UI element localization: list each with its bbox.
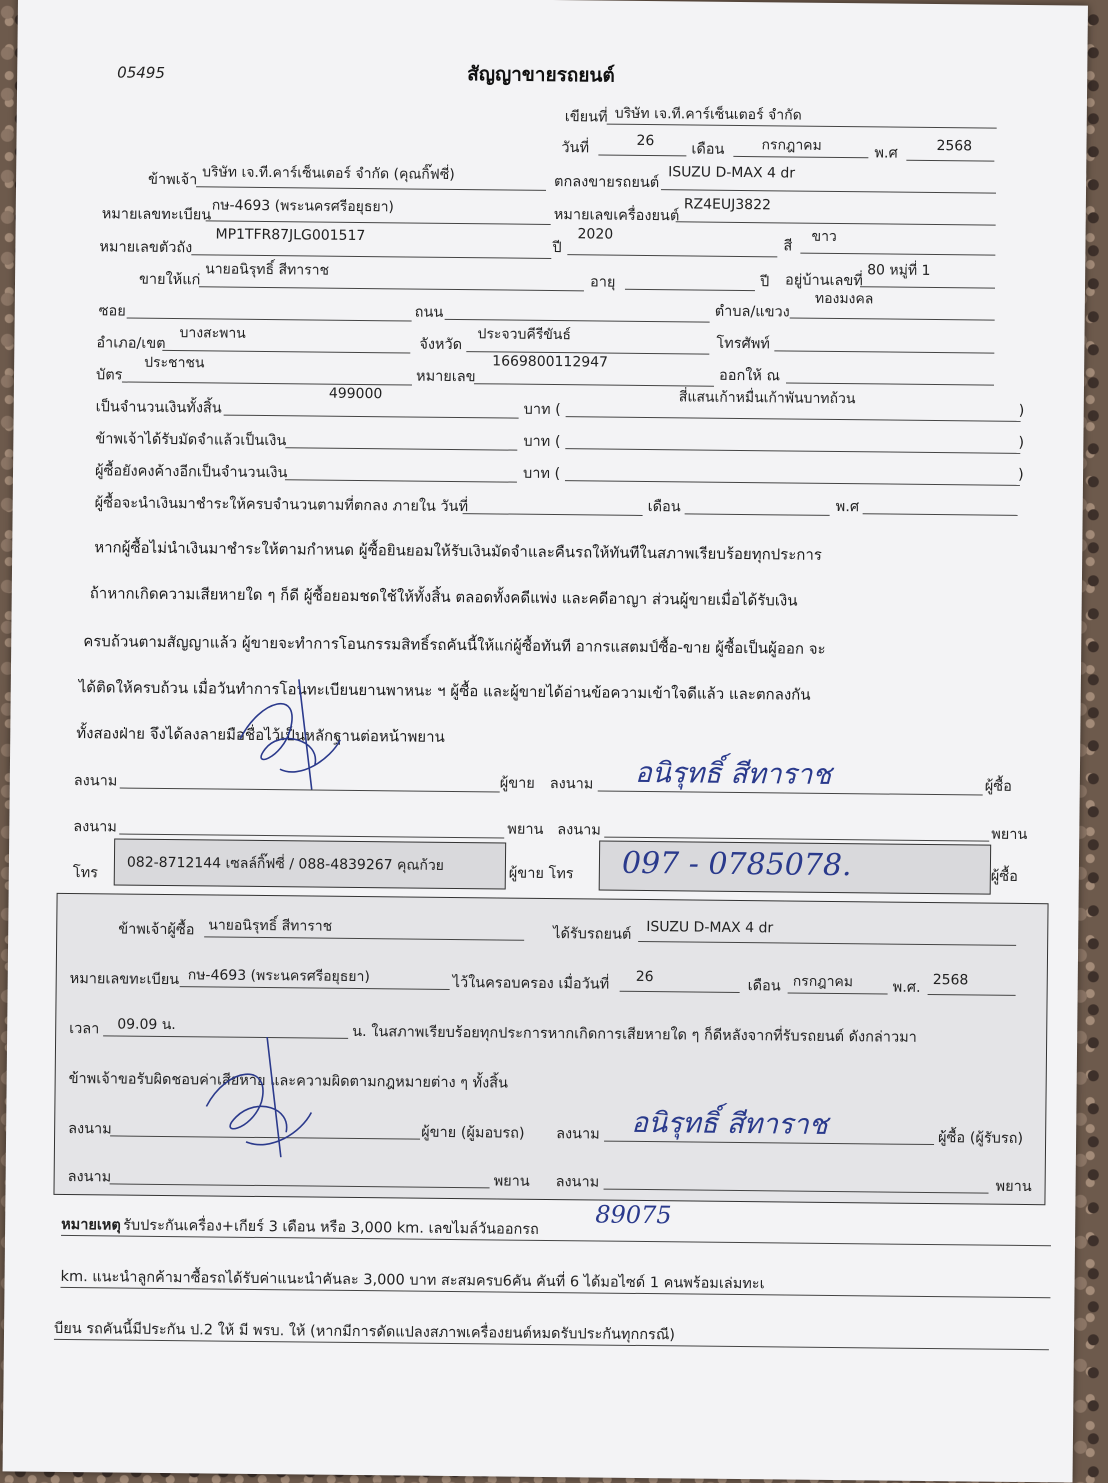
card-no-value: 1669800112947 [492,353,609,371]
seller-line [196,186,546,191]
due-day-line [463,513,643,516]
date-year: 2568 [936,138,973,155]
due-year-label: พ.ศ [835,498,860,516]
witness2-sign-label: ลงนาม [557,822,601,839]
possess-month: กรกฎาคม [792,973,854,991]
buyer-receive-label: ผู้ซื้อ (ผู้รับรถ) [938,1130,1024,1147]
remain-line [285,479,517,482]
province-value: ประจวบคีรีขันธ์ [477,326,572,344]
receipt-buyer-name: นายอนิรุทธิ์ สีทาราช [208,917,333,935]
due-month-line [685,513,830,516]
terms-line-4: ได้ติดให้ครบถ้วน เมื่อวันทำการโอนทะเบียนยานพาหนะ ฯ ผู้ซื้อ และผู้ขายได้อ่านข้อความเข้าใจดีแล้ว และตกลงกัน [78,678,811,704]
possess-month-label: เดือน [747,978,781,995]
witness2-role: พยาน [991,826,1028,844]
seller-phone-box [114,838,506,889]
vehicle-year-line [567,254,777,257]
plate-label: หมายเลขทะเบียน [101,206,212,224]
total-value: 499000 [328,385,383,403]
plate-value: กษ-4693 (พระนครศรีอยุธยา) [211,197,395,216]
soi-line [127,318,412,322]
color-label: สี [783,238,793,255]
receive-signature-name: อนิรุทธิ์ สีทาราช [631,1105,828,1141]
subdistrict-label: ตำบล/แขวง [714,303,790,321]
document-number: 05495 [117,63,166,82]
receipt-plate: กษ-4693 (พระนครศรีอยุธยา) [187,967,370,986]
witness1-line [119,834,504,839]
subdistrict-value: ทองมงคล [814,290,874,308]
seller-phone-label: ผู้ขาย โทร [508,865,574,883]
terms-line-2: ถ้าหากเกิดความเสียหายใด ๆ ก็ดี ผู้ซื้อยอมชดใช้ให้ทั้งสิ้น ตลอดทั้งคดีแพ่ง และคดีอาญา ส่วนผู้ขายเมื่อได้รับเงิน [89,584,798,610]
terms-line-5: ทั้งสองฝ่าย จึงได้ลงลายมือชื่อไว้เป็นหลักฐานต่อหน้าพยาน [76,724,445,746]
possess-year-label: พ.ศ. [892,979,921,996]
seller-phone: 082-8712144 เซลล์กิ๊ฟซี่ / 088-4839267 คุณก้วย [126,854,445,874]
road-line [445,319,710,323]
deliver-signature [181,1026,322,1167]
witness4-role: พยาน [995,1178,1032,1196]
total-line [224,415,519,419]
buyer-name-line [199,286,584,291]
mileage-value: 89075 [595,1200,672,1230]
witness3-role: พยาน [493,1173,530,1190]
agree-line [661,189,996,194]
total-label: เป็นจำนวนเงินทั้งสิ้น [95,399,222,417]
age-years-label: ปี [759,274,770,291]
deposit-label: ข้าพเจ้าได้รับมัดจำแล้วเป็นเงิน [95,431,287,450]
time-label: เวลา [69,1020,100,1038]
possess-day: 26 [635,968,654,986]
witness4-sign-label: ลงนาม [555,1174,600,1191]
card-label: บัตร [95,367,123,384]
received-label: ได้รับรถยนต์ [553,926,632,943]
deposit-baht: บาท ( [523,433,561,451]
subdistrict-line [790,317,995,320]
issued-line [786,382,994,385]
due-label: ผู้ซื้อจะนำเงินมาชำระให้ครบจำนวนตามที่ตกลง ภายใน วันที่ [94,495,469,516]
date-year-line [906,160,994,162]
deposit-close: ) [1018,434,1025,451]
buyer-phone-box [599,841,992,895]
card-value: ประชาชน [144,354,205,372]
deliver-sign-label: ลงนาม [68,1120,112,1138]
phone-line [774,350,994,353]
received-car: ISUZU D-MAX 4 dr [646,919,774,937]
date-day: 26 [636,132,655,150]
address-line [860,286,995,288]
notes-line-2: km. แนะนำลูกค้ามาซื้อรถได้รับค่าแนะนำคันละ 3,000 บาท สะสมครบ6คัน คันที่ 6 ได้มอไซด์ 1 คนพร้อมเล่มทะเ [60,1268,765,1293]
age-label: อายุ [589,274,616,291]
province-label: จังหวัด [419,336,463,354]
district-value: บางสะพาน [179,325,246,342]
due-month-label: เดือน [647,499,681,516]
remain-words-line [565,480,1020,486]
witness1-sign-label: ลงนาม [73,819,117,836]
seller-role-label: ผู้ขาย [499,775,535,792]
date-day-line [598,154,686,156]
issued-label: ออกให้ ณ [718,367,781,385]
phone-row-label: โทร [72,865,99,882]
soi-label: ซอย [98,303,126,320]
card-no-label: หมายเลข [415,368,476,386]
receipt-plate-label: หมายเลขทะเบียน [69,970,180,989]
terms-line-3: ครบถ้วนตามสัญญาแล้ว ผู้ขายจะทำการโอนกรรมสิทธิ์รถคันนี้ให้แก่ผู้ซื้อทันที อากรแสตมป์ซื้อ-ขาย ผู้ซื้อเป็นผู้ออก จะ [83,632,826,658]
deposit-words-line [565,448,1020,454]
witness3-sign-label: ลงนาม [67,1168,112,1186]
seller-label: ข้าพเจ้า [148,171,198,189]
possess-label: ไว้ในครอบครอง เมื่อวันที่ [452,975,610,993]
buyer-phone-role: ผู้ซื้อ [990,868,1018,885]
seller-sign-label: ลงนาม [73,773,118,790]
witness1-role: พยาน [507,821,544,838]
written-at-label: เขียนที่ [564,109,608,126]
deposit-line [285,447,517,450]
seller-name: บริษัท เจ.ที.คาร์เซ็นเตอร์ จำกัด (คุณกิ๊ฟซี่) [202,164,455,183]
document-title: สัญญาขายรถยนต์ [467,63,615,87]
road-label: ถนน [414,304,444,321]
buyer-signature-name: อนิรุทธิ์ สีทาราช [634,755,832,791]
receive-sign-label: ลงนาม [556,1126,600,1143]
card-line [122,382,412,386]
remain-close: ) [1017,466,1024,483]
total-baht: บาท ( [523,401,561,419]
notes-line-1: รับประกันเครื่อง+เกียร์ 3 เดือน หรือ 3,000 km. เลขไมล์วันออกรถ [123,1217,539,1238]
seller-deliver-label: ผู้ขาย (ผู้มอบรถ) [421,1124,525,1142]
engine-value: RZ4EUJ3822 [683,196,772,214]
plate-line [206,220,551,225]
district-label: อำเภอ/เขต [96,335,166,352]
color-value: ขาว [811,228,837,245]
chassis-label: หมายเลขตัวถัง [99,239,193,257]
agree-label: ตกลงขายรถยนต์ [554,174,660,192]
buyer-phone: 097 - 0785078. [621,845,852,884]
seller-car: ISUZU D-MAX 4 dr [668,164,796,182]
buyer-name: นายอนิรุทธิ์ สีทาราช [205,261,330,279]
due-year-line [863,513,1018,516]
notes-label: หมายเหตุ [61,1216,121,1234]
notes-underline-1 [61,1235,1051,1246]
possess-year: 2568 [932,972,969,989]
sell-to-label: ขายให้แก่ [138,271,201,289]
vehicle-year: 2020 [577,226,614,243]
total-words-line [566,416,1021,422]
age-line [625,289,755,291]
year-label: พ.ศ [874,145,898,162]
terms-line-1: หากผู้ซื้อไม่นำเงินมาชำระให้ตามกำหนด ผู้ซื้อยินยอมให้รับเงินมัดจำและคืนรถให้ทันทีในสภาพเรียบร้อยทุกประการ [94,538,823,564]
color-line [800,253,995,256]
address-value: 80 หมู่ที่ 1 [867,262,931,279]
condition-text: น. ในสภาพเรียบร้อยทุกประการหากเกิดการเสียหายใด ๆ ก็ดีหลังจากที่รับรถยนต์ ดังกล่าวมา [352,1023,917,1046]
date-label: วันที่ [561,140,590,157]
buyer-role-label: ผู้ซื้อ [984,778,1012,795]
total-words: สี่แสนเก้าหมื่นเก้าพันบาทถ้วน [678,389,856,408]
date-month: กรกฎาคม [761,137,822,154]
written-at-value: บริษัท เจ.ที.คาร์เซ็นเตอร์ จำกัด [614,105,802,124]
notes-line-3: บียน รถคันนี้มีประกัน ป.2 ให้ มี พรบ. ให้ (หากมีการดัดแปลงสภาพเครื่องยนต์หมดรับประกันทุกกรณี) [53,1320,676,1344]
month-label: เดือน [691,141,725,158]
time-value: 09.09 น. [117,1016,176,1034]
remain-label: ผู้ซื้อยังคงค้างอีกเป็นจำนวนเงิน [94,463,288,482]
receipt-buyer-label: ข้าพเจ้าผู้ซื้อ [118,921,195,939]
contract-paper [3,0,1088,1483]
seller-signature [220,669,351,800]
responsibility-text: ข้าพเจ้าขอรับผิดชอบค่าเสียหาย และความผิดตามกฎหมายต่าง ๆ ทั้งสิ้น [68,1070,509,1092]
phone-label: โทรศัพท์ [716,335,770,353]
engine-label: หมายเลขเครื่องยนต์ [553,207,680,225]
vehicle-year-label: ปี [552,240,562,257]
buyer-sign-label: ลงนาม [549,776,594,793]
chassis-value: MP1TFR87JLG001517 [215,226,366,245]
total-close: ) [1018,402,1025,419]
remain-baht: บาท ( [522,465,561,483]
address-label: อยู่บ้านเลขที่ [784,272,863,290]
